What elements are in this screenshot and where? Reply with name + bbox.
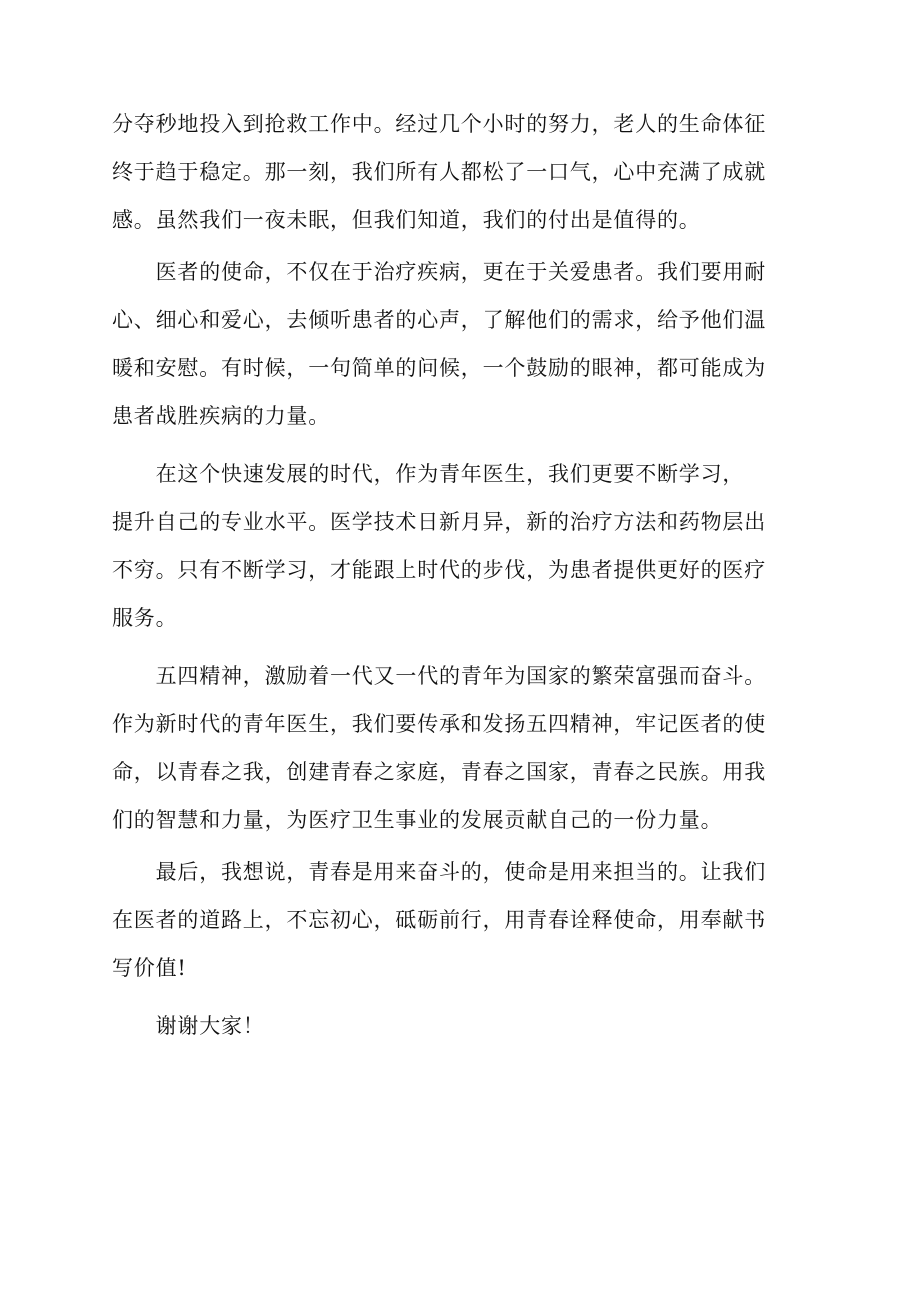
text-line: 五四精神，激励着一代又一代的青年为国家的繁荣富强而奋斗。 <box>112 664 766 688</box>
text-line: 终于趋于稳定。那一刻，我们所有人都松了一口气，心中充满了成就 <box>112 160 766 184</box>
document-page <box>112 100 812 1050</box>
closing-line: 谢谢大家！ <box>112 1014 265 1038</box>
text-line: 最后，我想说，青春是用来奋斗的，使命是用来担当的。让我们 <box>112 860 766 884</box>
text-line: 服务。 <box>112 606 178 630</box>
text-line: 们的智慧和力量，为医疗卫生事业的发展贡献自己的一份力量。 <box>112 808 723 832</box>
text-line: 心、细心和爱心，去倾听患者的心声，了解他们的需求，给予他们温 <box>112 308 766 332</box>
text-line: 写价值! <box>112 956 187 980</box>
text-line: 分夺秒地投入到抢救工作中。经过几个小时的努力，老人的生命体征 <box>112 112 766 136</box>
text-line: 患者战胜疾病的力量。 <box>112 404 330 428</box>
text-line: 命，以青春之我，创建青春之家庭，青春之国家，青春之民族。用我 <box>112 760 766 784</box>
text-line: 在这个快速发展的时代，作为青年医生，我们更要不断学习， <box>112 462 745 486</box>
text-line: 暖和安慰。有时候，一句简单的问候，一个鼓励的眼神，都可能成为 <box>112 356 766 380</box>
text-line: 医者的使命，不仅在于治疗疾病，更在于关爱患者。我们要用耐 <box>112 260 766 284</box>
text-line: 提升自己的专业水平。医学技术日新月异，新的治疗方法和药物层出 <box>112 510 766 534</box>
text-line: 作为新时代的青年医生，我们要传承和发扬五四精神，牢记医者的使 <box>112 712 766 736</box>
text-line: 不穷。只有不断学习，才能跟上时代的步伐，为患者提供更好的医疗 <box>112 558 766 582</box>
text-line: 感。虽然我们一夜未眠，但我们知道，我们的付出是值得的。 <box>112 208 701 232</box>
text-line: 在医者的道路上，不忘初心，砥砺前行，用青春诠释使命，用奉献书 <box>112 908 766 932</box>
